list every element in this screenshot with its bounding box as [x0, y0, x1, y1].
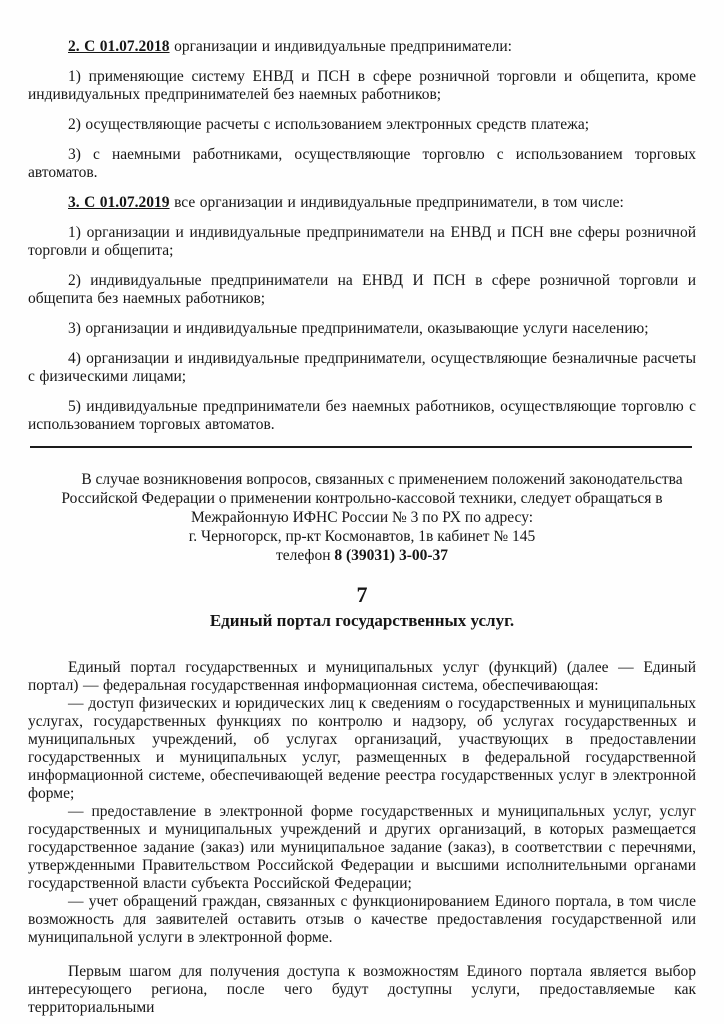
section-divider-line [30, 446, 692, 448]
phone-number: 8 (39031) 3-00-37 [334, 547, 449, 564]
section-2019-marker: 3. С 01.07.2019 [68, 194, 170, 211]
section-2019-item-1: 1) организации и индивидуальные предприниматели на ЕНВД и ПСН вне сферы розничной торговли и общепита; [28, 224, 696, 259]
section-7-number: 7 [356, 582, 368, 607]
section-2019-item-4: 4) организации и индивидуальные предприниматели, осуществляющие безналичные расчеты с физическими лицами; [28, 350, 696, 385]
section-2018-item-3: 3) с наемными работниками, осуществляющие торговлю с использованием торговых автоматов. [28, 146, 696, 181]
contact-notice [28, 470, 696, 565]
section-2019-item-5: 5) индивидуальные предприниматели без наемных работников, осуществляющие торговлю с использованием торговых автоматов. [28, 398, 696, 433]
contact-notice-address: г. Черногорск, пр-кт Космонавтов, 1в кабинет № 145 [188, 528, 536, 545]
contact-notice-line-1: В случае возникновения вопросов, связанных с применением положений законодательства [81, 471, 683, 488]
phone-label: телефон [275, 547, 331, 564]
section-2018-item-2: 2) осуществляющие расчеты с использованием электронных средств платежа; [68, 116, 590, 133]
contact-notice-line-2: Российской Федерации о применении контрольно-кассовой техники, следует обращаться в [61, 490, 663, 507]
section-2018-item-1: 1) применяющие систему ЕНВД и ПСН в сфере розничной торговли и общепита, кроме индивидуальных предпринимателей без наемных работников; [28, 68, 696, 103]
section-2019-heading [28, 194, 696, 212]
portal-bullet-access: — доступ физических и юридических лиц к сведениям о государственных и муниципальных услугах, государственных функциях по контролю и надзору, об услугах государственных и муниципальных учреждений, об услугах организаций, участвующих в предоставлении государственных и муниципальных услуг, размещенных в федеральной государственной информационной системе, обеспечивающей ведение реестра государственных услуг в электронной форме; [28, 695, 696, 802]
contact-notice-line-3: Межрайонную ИФНС России № 3 по РХ по адресу: [190, 509, 534, 526]
portal-bullet-services: — предоставление в электронной форме государственных и муниципальных услуг, услуг государственных и муниципальных учреждений и других организаций, в которых размещается государственное задание (заказ) или муниципальное задание (заказ), в соответствии с перечнями, утвержденными Правительством Российской Федерации и высшими исполнительными органами государственной власти субъекта Российской Федерации; [28, 803, 696, 892]
contact-notice-phone-line [28, 546, 696, 565]
portal-description [28, 659, 696, 947]
portal-bullet-feedback: — учет обращений граждан, связанных с функционированием Единого портала, в том числе возможность для заявителей оставить отзыв о качестве предоставления государственной или муниципальной услуги в электронной форме. [28, 893, 696, 946]
section-2019-heading-text: все организации и индивидуальные предприниматели, в том числе: [174, 194, 624, 211]
section-7-title: Единый портал государственных услуг. [209, 611, 515, 630]
section-2018-heading [28, 38, 696, 56]
section-2019-item-3: 3) организации и индивидуальные предприниматели, оказывающие услуги населению; [68, 320, 649, 337]
portal-intro-paragraph: Единый портал государственных и муниципальных услуг (функций) (далее — Единый портал) — федеральная государственная информационная система, обеспечивающая: [28, 659, 696, 694]
closing-paragraph: Первым шагом для получения доступа к возможностям Единого портала является выбор интересующего региона, после чего будут доступны услуги, предоставляемые как территориальными [28, 963, 696, 1016]
section-2018-heading-text: организации и индивидуальные предприниматели: [174, 38, 512, 55]
section-2018-marker: 2. С 01.07.2018 [68, 38, 170, 55]
section-2019-item-2: 2) индивидуальные предприниматели на ЕНВД И ПСН в сфере розничной торговли и общепита без наемных работников; [28, 272, 696, 307]
